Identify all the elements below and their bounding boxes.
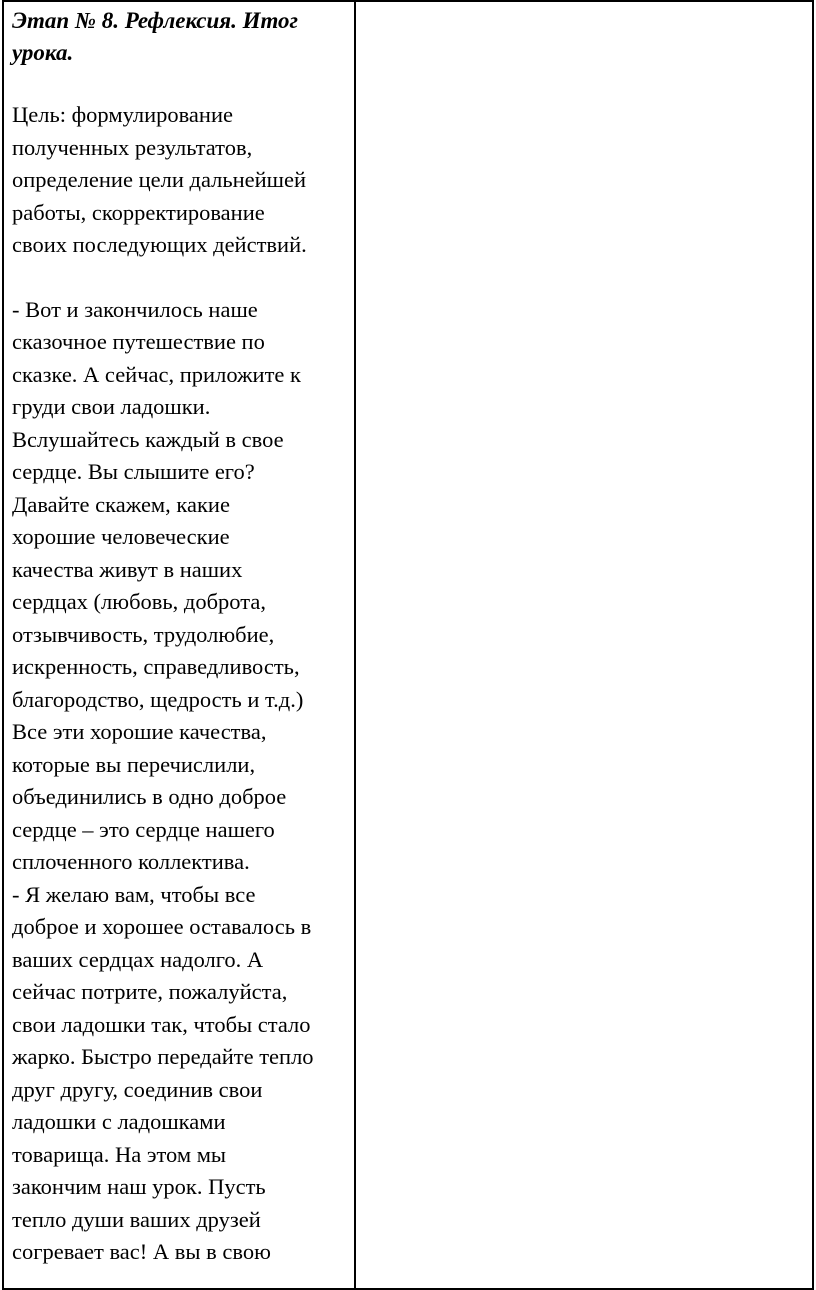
text-line: друг другу, соединив свои [12,1076,263,1102]
text-line: сердце – это сердце нашего [12,816,275,842]
stage-title [12,5,348,69]
text-line: определение цели дальнейшей [12,167,307,192]
table-row [3,1,813,1289]
text-line: работы, скорректирование [12,199,265,225]
goal-paragraph [12,99,348,262]
lesson-table [2,0,814,1290]
teacher-speech-paragraph [12,294,348,879]
text-line: товарища. На этом мы [12,1141,227,1167]
empty-cell [355,1,813,1289]
text-line: хорошие человеческие [12,524,230,549]
text-line: которые вы перечислили, [12,751,256,777]
text-line: жарко. Быстро передайте тепло [12,1044,314,1069]
text-line: сердце. Вы слышите его? [12,459,255,484]
text-line: Давайте скажем, какие [12,491,230,517]
text-line: - Я желаю вам, чтобы все [12,881,256,907]
text-line: объединились в одно доброе [12,784,287,809]
stage-content-cell [3,1,355,1289]
text-line: ваших сердцах надолго. А [12,946,264,972]
text-line: сердцах (любовь, доброта, [12,589,266,614]
text-line: сказочное путешествие по [12,329,265,354]
text-line: ладошки с ладошками [12,1109,226,1134]
teacher-speech-paragraph [12,879,348,1269]
text-line: закончим наш урок. Пусть [12,1174,266,1199]
text-line: качества живут в наших [12,556,243,582]
blank-line [12,262,348,294]
text-line: своих последующих действий. [12,232,307,257]
text-line: свои ладошки так, чтобы стало [12,1011,311,1037]
text-line: сплоченного коллектива. [12,849,250,874]
text-line: согревает вас! А вы в свою [12,1239,271,1264]
stage-title-line: урока. [12,40,74,65]
text-line: полученных результатов, [12,134,253,160]
text-line: груди свои ладошки. [12,394,211,419]
text-line: сказке. А сейчас, приложите к [12,361,301,387]
stage-content [4,2,354,1269]
text-line: доброе и хорошее оставалось в [12,914,312,939]
text-line: - Вот и закончилось наше [12,296,258,322]
text-line: благородство, щедрость и т.д.) [12,686,304,712]
text-line: отзывчивость, трудолюбие, [12,621,275,647]
stage-title-line: Этап № 8. Рефлексия. Итог [12,8,299,33]
text-line: Цель: формулирование [12,102,233,127]
text-line: Все эти хорошие качества, [12,719,267,744]
text-line: сейчас потрите, пожалуйста, [12,979,288,1004]
text-line: Вслушайтесь каждый в свое [12,426,284,452]
text-line: тепло души ваших друзей [12,1206,261,1232]
text-line: искренность, справедливость, [12,654,300,679]
